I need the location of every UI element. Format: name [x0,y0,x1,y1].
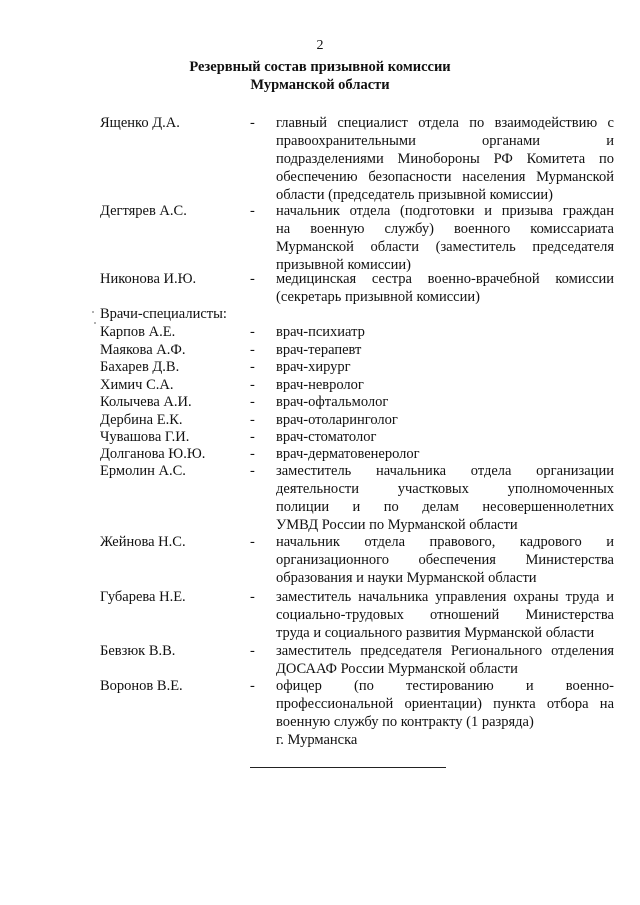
dash-separator: - [250,643,255,659]
position-line: медицинская сестра военно-врачебной комиссии [276,271,614,287]
member-name: Никонова И.Ю. [100,271,197,287]
doctor-name: Карпов А.Е. [100,324,176,340]
scan-speck [94,322,96,324]
member-name: Жейнова Н.С. [100,534,186,550]
doctors-heading: Врачи-специалисты: [100,306,227,322]
doctor-name: Колычева А.И. [100,394,192,410]
member-position [276,202,614,274]
dash-separator: - [250,463,255,479]
position-line: военную службу по контракту (1 разряда) [276,714,534,730]
dash-separator: - [250,359,255,375]
position-line: офицер (по тестированию и военно- [276,678,614,694]
position-line: обеспечению безопасности населения Мурманской [276,169,614,185]
position-line: подразделениями Минобороны РФ Комитета по [276,151,614,167]
position-line: труда и социального развития Мурманской области [276,625,595,641]
title-line-1: Резервный состав призывной комиссии [189,59,451,75]
dash-separator: - [250,377,255,393]
doctor-role: врач-отоларинголог [276,412,398,428]
dash-separator: - [250,429,255,445]
doctor-role: врач-хирург [276,359,351,375]
doctor-name: Бахарев Д.В. [100,359,180,375]
member-position [276,677,614,749]
position-line: на военную службу) военного комиссариата [276,221,614,237]
position-line: деятельности участковых уполномоченных [276,481,614,497]
dash-separator: - [250,342,255,358]
position-line: заместитель председателя Регионального отделения [276,643,614,659]
position-line: начальник отдела (подготовки и призыва граждан [276,203,614,219]
position-line: области (председатель призывной комиссии) [276,187,554,203]
doctor-name: Химич С.А. [100,377,174,393]
doctor-name: Чувашова Г.И. [100,429,190,445]
doctor-name: Долганова Ю.Ю. [100,446,206,462]
position-line: заместитель начальника управления охраны труда и [276,589,614,605]
dash-separator: - [250,534,255,550]
doctor-role: врач-стоматолог [276,429,377,445]
position-line: правоохранительными органами и [276,133,614,149]
doctor-name: Маякова А.Ф. [100,342,186,358]
doctor-name: Дербина Е.К. [100,412,183,428]
position-line: организационного обеспечения Министерства [276,552,614,568]
dash-separator: - [250,115,255,131]
position-line: образования и науки Мурманской области [276,570,537,586]
member-name: Бевзюк В.В. [100,643,176,659]
document-title [0,58,640,94]
position-line: полиции и по делам несовершеннолетних [276,499,614,515]
dash-separator: - [250,271,255,287]
dash-separator: - [250,446,255,462]
doctor-role: врач-терапевт [276,342,362,358]
position-line: призывной комиссии) [276,257,411,273]
dash-separator: - [250,324,255,340]
position-line: профессиональной ориентации) пункта отбора на [276,696,614,712]
dash-separator: - [250,589,255,605]
dash-separator: - [250,394,255,410]
scan-speck [92,311,94,313]
member-name: Дегтярев А.С. [100,203,187,219]
position-line: начальник отдела правового, кадрового и [276,534,614,550]
member-name: Воронов В.Е. [100,678,183,694]
member-position [276,642,614,678]
position-line: (секретарь призывной комиссии) [276,289,480,305]
position-line: заместитель начальника отдела организации [276,463,614,479]
member-name: Ермолин А.С. [100,463,186,479]
member-position [276,588,614,642]
position-line: ДОСААФ России Мурманской области [276,661,518,677]
member-position [276,270,614,306]
member-name: Ященко Д.А. [100,115,180,131]
position-line: главный специалист отдела по взаимодействию с [276,115,614,131]
doctor-role: врач-невролог [276,377,364,393]
dash-separator: - [250,678,255,694]
dash-separator: - [250,203,255,219]
doctor-role: врач-дерматовенеролог [276,446,420,462]
position-line: Мурманской области (заместитель председателя [276,239,614,255]
end-rule-divider [250,767,446,768]
title-line-2: Мурманской области [250,77,390,93]
member-position [276,114,614,204]
position-line: УМВД России по Мурманской области [276,517,518,533]
member-name: Губарева Н.Е. [100,589,186,605]
position-line-city: г. Мурманска [276,732,358,748]
member-position [276,462,614,534]
dash-separator: - [250,412,255,428]
doctor-role: врач-офтальмолог [276,394,389,410]
position-line: социально-трудовых отношений Министерства [276,607,614,623]
member-position [276,533,614,587]
doctor-role: врач-психиатр [276,324,365,340]
page-number: 2 [316,38,324,53]
